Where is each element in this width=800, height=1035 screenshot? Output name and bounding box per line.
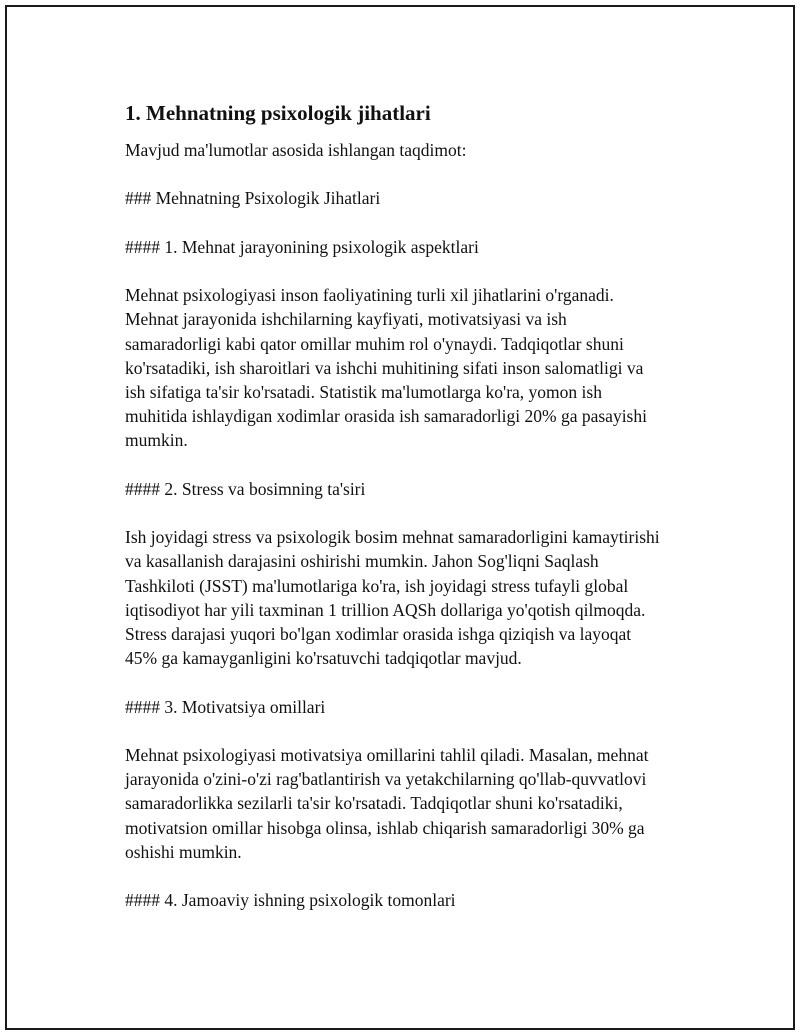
document-title: 1. Mehnatning psixologik jihatlari <box>125 101 431 125</box>
page-frame <box>5 5 795 1030</box>
section-heading-2: #### 2. Stress va bosimning ta'siri <box>125 478 366 499</box>
spacer <box>125 501 715 525</box>
paragraph-line: samaradorlikka sezilarli ta'sir ko'rsatadi. Tadqiqotlar shuni ko'rsatadiki, <box>125 793 623 814</box>
section-paragraph-2 <box>125 525 715 670</box>
paragraph-line: Mehnat psixologiyasi inson faoliyatining turli xil jihatlarini o'rganadi. <box>125 285 614 306</box>
spacer <box>125 670 715 694</box>
spacer <box>125 259 715 283</box>
section-paragraph-1 <box>125 283 715 452</box>
spacer <box>125 453 715 477</box>
main-heading: ### Mehnatning Psixologik Jihatlari <box>125 188 381 209</box>
section-heading-3: #### 3. Motivatsiya omillari <box>125 696 326 717</box>
section-heading-1: #### 1. Mehnat jarayonining psixologik aspektlari <box>125 236 479 257</box>
paragraph-line: iqtisodiyot har yili taxminan 1 trillion AQSh dollariga yo'qotish qilmoqda. <box>125 599 646 620</box>
intro-text: Mavjud ma'lumotlar asosida ishlangan taqdimot: <box>125 140 467 160</box>
paragraph-line: samaradorligi kabi qator omillar muhim rol o'ynaydi. Tadqiqotlar shuni <box>125 333 624 354</box>
paragraph-line: mumkin. <box>125 430 188 451</box>
paragraph-line: ko'rsatadiki, ish sharoitlari va ishchi muhitining sifati inson salomatligi va <box>125 357 644 378</box>
paragraph-line: Mehnat jarayonida ishchilarning kayfiyati, motivatsiyasi va ish <box>125 309 567 330</box>
paragraph-line: Ish joyidagi stress va psixologik bosim mehnat samaradorligini kamaytirishi <box>125 527 660 548</box>
paragraph-line: Mehnat psixologiyasi motivatsiya omillarini tahlil qiladi. Masalan, mehnat <box>125 744 649 765</box>
spacer <box>125 719 715 743</box>
paragraph-line: jarayonida o'zini-o'zi rag'batlantirish va yetakchilarning qo'llab-quvvatlovi <box>125 769 647 790</box>
document-body <box>125 99 715 912</box>
spacer <box>125 211 715 235</box>
paragraph-line: 45% ga kamayganligini ko'rsatuvchi tadqiqotlar mavjud. <box>125 648 522 669</box>
spacer <box>125 864 715 888</box>
paragraph-line: muhitida ishlaydigan xodimlar orasida ish samaradorligi 20% ga pasayishi <box>125 406 647 427</box>
section-paragraph-3 <box>125 743 715 864</box>
paragraph-line: motivatsion omillar hisobga olinsa, ishlab chiqarish samaradorligi 30% ga <box>125 817 645 838</box>
paragraph-line: Tashkiloti (JSST) ma'lumotlariga ko'ra, ish joyidagi stress tufayli global <box>125 575 629 596</box>
paragraph-line: ish sifatiga ta'sir ko'rsatadi. Statistik ma'lumotlarga ko'ra, yomon ish <box>125 381 602 402</box>
section-heading-4: #### 4. Jamoaviy ishning psixologik tomonlari <box>125 890 456 911</box>
spacer <box>125 162 715 186</box>
paragraph-line: oshishi mumkin. <box>125 841 242 862</box>
paragraph-line: Stress darajasi yuqori bo'lgan xodimlar orasida ishga qiziqish va layoqat <box>125 623 632 644</box>
paragraph-line: va kasallanish darajasini oshirishi mumkin. Jahon Sog'liqni Saqlash <box>125 551 599 572</box>
